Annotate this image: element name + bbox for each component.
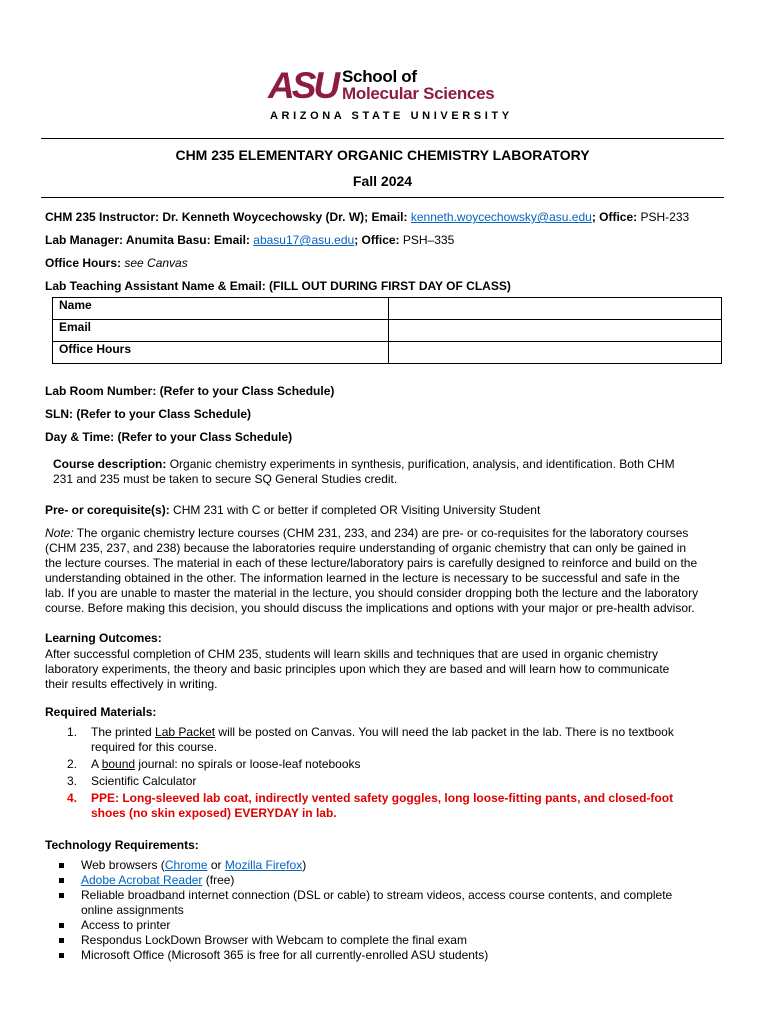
item-text: Microsoft Office (Microsoft 365 is free for all currently-enrolled ASU students) bbox=[81, 948, 489, 962]
asu-logo-mark: ASU bbox=[268, 65, 338, 106]
header-bottom-rule bbox=[41, 197, 724, 198]
lab-manager-line bbox=[45, 233, 454, 248]
instructor-label: CHM 235 Instructor: Dr. Kenneth Woycechowsky (Dr. W); Email: bbox=[45, 210, 411, 224]
firefox-link[interactable]: Mozilla Firefox bbox=[224, 858, 303, 872]
note-line: understanding obtained in the other. The information learned in the lecture is necessary to be successful and safe in the bbox=[45, 571, 680, 585]
required-materials-heading: Required Materials: bbox=[45, 705, 157, 719]
instructor-office: PSH-233 bbox=[640, 210, 690, 224]
lab-packet-text: Lab Packet bbox=[155, 725, 216, 739]
list-item bbox=[45, 948, 725, 963]
table-row bbox=[53, 342, 722, 364]
ppe-line: PPE: Long-sleeved lab coat, indirectly vented safety goggles, long loose-fitting pants, and closed-foot bbox=[91, 791, 674, 805]
item-text: required for this course. bbox=[91, 740, 218, 754]
note-line: (CHM 235, 237, and 238) because the laboratories require understanding of organic chemistry that can only be gained in bbox=[45, 541, 687, 555]
acrobat-link[interactable]: Adobe Acrobat Reader bbox=[81, 873, 203, 887]
note-label: Note: bbox=[45, 526, 74, 540]
logo-university: ARIZONA STATE UNIVERSITY bbox=[270, 110, 513, 122]
course-description-line1: Organic chemistry experiments in synthesis, purification, analysis, and identification. Both CHM bbox=[166, 457, 675, 471]
list-item bbox=[45, 933, 725, 948]
table-row bbox=[53, 298, 722, 320]
bullet-square-icon bbox=[59, 863, 64, 868]
item-text: (free) bbox=[202, 873, 235, 887]
office-hours-value: see Canvas bbox=[124, 256, 188, 270]
list-item-ppe bbox=[45, 791, 725, 821]
lab-manager-office: PSH–335 bbox=[402, 233, 455, 247]
instructor-office-label: ; Office: bbox=[591, 210, 641, 224]
ta-name-label: Name bbox=[53, 298, 389, 320]
course-description-line2: 231 and 235 must be taken to secure SQ General Studies credit. bbox=[53, 472, 398, 486]
day-time-line: Day & Time: (Refer to your Class Schedule) bbox=[45, 430, 293, 444]
lab-room-line: Lab Room Number: (Refer to your Class Schedule) bbox=[45, 384, 335, 398]
ta-email-label: Email bbox=[53, 320, 389, 342]
note-line: the lecture courses. The material in each of these lecture/laboratory pairs is carefully designed to reinforce and build on the bbox=[45, 556, 698, 570]
item-text: The printed bbox=[91, 725, 156, 739]
list-item bbox=[45, 774, 725, 789]
bullet-square-icon bbox=[59, 953, 64, 958]
list-item bbox=[45, 873, 725, 888]
item-text: A bbox=[91, 757, 102, 771]
item-text: journal: no spirals or loose-leaf notebooks bbox=[135, 757, 361, 771]
ta-heading: Lab Teaching Assistant Name & Email: (FILL OUT DURING FIRST DAY OF CLASS) bbox=[45, 279, 511, 293]
prereq-value: CHM 231 with C or better if completed OR Visiting University Student bbox=[169, 503, 541, 517]
item-text: online assignments bbox=[81, 903, 184, 917]
item-text: Respondus LockDown Browser with Webcam to complete the final exam bbox=[81, 933, 467, 947]
instructor-line bbox=[45, 210, 689, 225]
asu-logo bbox=[268, 65, 513, 126]
list-number: 1. bbox=[67, 725, 78, 739]
list-item bbox=[45, 725, 725, 755]
table-row bbox=[53, 320, 722, 342]
list-item bbox=[45, 888, 725, 918]
list-item bbox=[45, 918, 725, 933]
bullet-square-icon bbox=[59, 878, 64, 883]
lab-manager-office-label: ; Office: bbox=[354, 233, 403, 247]
note-line: The organic chemistry lecture courses (CHM 231, 233, and 234) are pre- or co-requisites for the laboratory courses bbox=[73, 526, 689, 540]
learning-outcomes-text bbox=[45, 647, 725, 692]
list-item bbox=[45, 757, 725, 772]
list-number: 2. bbox=[67, 757, 78, 771]
ta-office-hours-field[interactable] bbox=[389, 342, 722, 364]
ta-office-hours-label: Office Hours bbox=[53, 342, 389, 364]
item-text: will be posted on Canvas. You will need the lab packet in the lab. There is no textbook bbox=[215, 725, 674, 739]
list-number: 4. bbox=[67, 791, 78, 805]
list-number: 3. bbox=[67, 774, 78, 788]
item-text: Reliable broadband internet connection (DSL or cable) to stream videos, access course contents, and complete bbox=[81, 888, 673, 902]
required-materials-list bbox=[45, 725, 725, 823]
ta-email-field[interactable] bbox=[389, 320, 722, 342]
note-line: course. Before making this decision, you should discuss the implications and options with your major or pre-health advisor. bbox=[45, 601, 695, 615]
item-text: ) bbox=[302, 858, 307, 872]
bullet-square-icon bbox=[59, 938, 64, 943]
course-term: Fall 2024 bbox=[352, 173, 413, 189]
item-text: Scientific Calculator bbox=[91, 774, 197, 788]
learning-outcomes-line: After successful completion of CHM 235, students will learn skills and techniques that are used in organic chemistry bbox=[45, 647, 658, 661]
logo-molecular-sciences: Molecular Sciences bbox=[342, 84, 495, 103]
course-description bbox=[53, 457, 733, 487]
course-description-label: Course description: bbox=[53, 457, 167, 471]
note-paragraph bbox=[45, 526, 725, 616]
learning-outcomes-heading: Learning Outcomes: bbox=[45, 631, 162, 645]
top-rule bbox=[41, 138, 724, 139]
learning-outcomes-line: their results effectively in writing. bbox=[45, 677, 218, 691]
ppe-line: shoes (no skin exposed) EVERYDAY in lab. bbox=[91, 806, 337, 820]
instructor-email-link[interactable]: kenneth.woycechowsky@asu.edu bbox=[410, 210, 592, 224]
item-text: or bbox=[207, 858, 225, 872]
prereq-line bbox=[45, 503, 540, 518]
bullet-square-icon bbox=[59, 893, 64, 898]
course-title: CHM 235 ELEMENTARY ORGANIC CHEMISTRY LABORATORY bbox=[175, 147, 590, 163]
chrome-link[interactable]: Chrome bbox=[164, 858, 208, 872]
office-hours-line bbox=[45, 256, 188, 271]
ta-name-field[interactable] bbox=[389, 298, 722, 320]
note-line: lab. If you are unable to master the material in the lecture, you should consider dropping both the lecture and the laboratory bbox=[45, 586, 699, 600]
item-text: Web browsers ( bbox=[81, 858, 165, 872]
technology-heading: Technology Requirements: bbox=[45, 838, 199, 852]
bullet-square-icon bbox=[59, 923, 64, 928]
prereq-label: Pre- or corequisite(s): bbox=[45, 503, 170, 517]
ta-info-table bbox=[52, 297, 722, 364]
bound-text: bound bbox=[101, 757, 136, 771]
lab-manager-email-link[interactable]: abasu17@asu.edu bbox=[253, 233, 355, 247]
technology-list bbox=[45, 858, 725, 963]
item-text: Access to printer bbox=[81, 918, 171, 932]
list-item bbox=[45, 858, 725, 873]
logo-school-of: School of bbox=[342, 67, 417, 86]
office-hours-label: Office Hours: bbox=[45, 256, 125, 270]
learning-outcomes-line: laboratory experiments, the theory and basic principles upon which they are based and will learn how to communicate bbox=[45, 662, 670, 676]
lab-manager-label: Lab Manager: Anumita Basu: Email: bbox=[45, 233, 254, 247]
sln-line: SLN: (Refer to your Class Schedule) bbox=[45, 407, 252, 421]
